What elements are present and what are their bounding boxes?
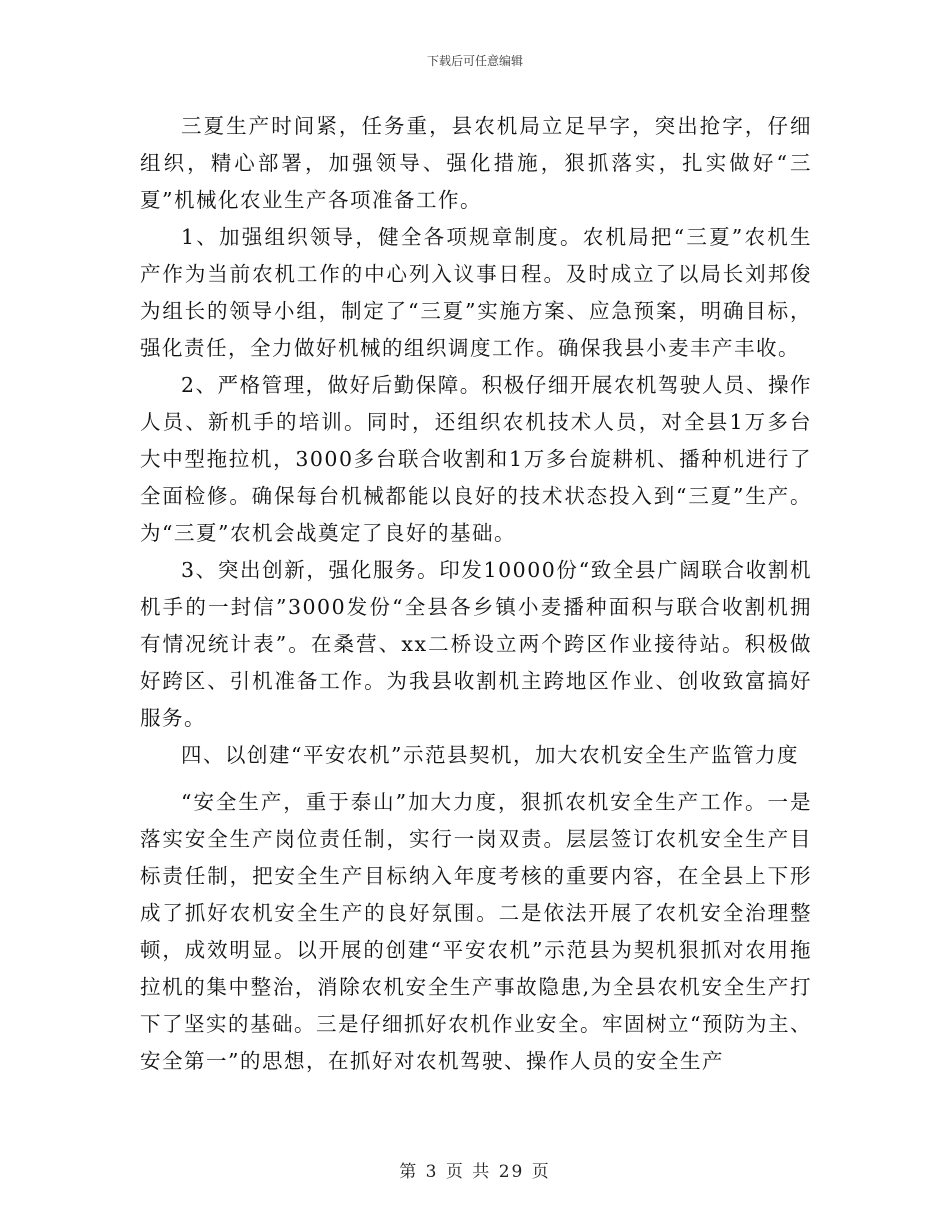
- page-header: 下载后可任意编辑: [426, 54, 523, 68]
- paragraph-intro: 三夏生产时间紧，任务重，县农机局立足早字，突出抢字，仔细组织，精心部署，加强领导、强化措施，狠抓落实，扎实做好“三夏”机械化农业生产各项准备工作。: [140, 114, 812, 212]
- paragraph-item-1: 1、加强组织领导，健全各项规章制度。农机局把“三夏”农机生产作为当前农机工作的中心列入议事日程。及时成立了以局长刘邦俊为组长的领导小组，制定了“三夏”实施方案、应急预案，明确目标，强化责任，全力做好机械的组织调度工作。确保我县小麦丰产丰收。: [140, 225, 812, 360]
- document-body: [140, 108, 812, 1080]
- paragraph-item-3: 3、突出创新，强化服务。印发10000份“致全县广阔联合收割机机手的一封信”3000发份“全县各乡镇小麦播种面积与联合收割机拥有情况统计表”。在桑营、xx二桥设立两个跨区作业接待站。积极做好跨区、引机准备工作。为我县收割机主跨地区作业、创收致富搞好服务。: [140, 558, 812, 730]
- page-number: 第 3 页 共 29 页: [399, 1162, 551, 1182]
- section-heading-4: 四、以创建“平安农机”示范县契机，加大农机安全生产监管力度: [181, 743, 799, 767]
- paragraph-item-2: 2、严格管理，做好后勤保障。积极仔细开展农机驾驶人员、操作人员、新机手的培训。同时，还组织农机技术人员，对全县1万多台大中型拖拉机，3000多台联合收割和1万多台旋耕机、播种机进行了全面检修。确保每台机械都能以良好的技术状态投入到“三夏”生产。为“三夏”农机会战奠定了良好的基础。: [140, 373, 812, 545]
- paragraph-safety: “安全生产，重于泰山”加大力度，狠抓农机安全生产工作。一是落实安全生产岗位责任制，实行一岗双责。层层签订农机安全生产目标责任制，把安全生产目标纳入年度考核的重要内容，在全县上下形成了抓好农机安全生产的良好氛围。二是依法开展了农机安全治理整顿，成效明显。以开展的创建“平安农机”示范县为契机狠抓对农用拖拉机的集中整治，消除农机安全生产事故隐患,为全县农机安全生产打下了坚实的基础。三是仔细抓好农机作业安全。牢固树立“预防为主、安全第一”的思想，在抓好对农机驾驶、操作人员的安全生产: [140, 790, 812, 1073]
